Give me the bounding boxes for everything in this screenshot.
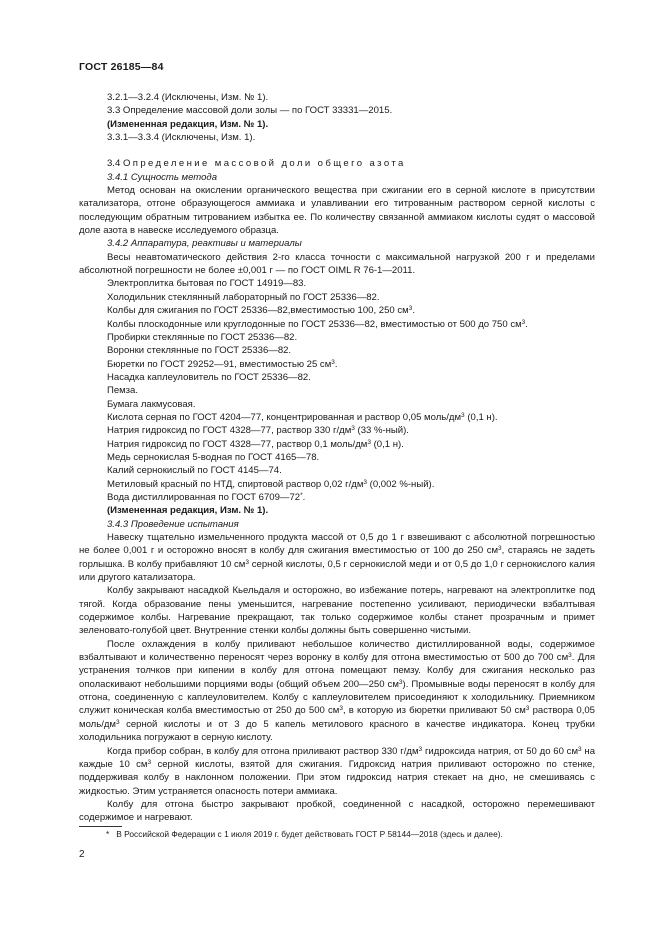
list-item: Колбы плоскодонные или круглодонные по ГОСТ 25336—82, вместимостью от 500 до 750 $см^3$. [107,318,528,330]
paragraph-3-3-1: 3.3.1—3.3.4 (Исключены, Изм. 1). [107,132,256,144]
list-item: Бумага лакмусовая. [107,398,196,410]
list-item: Натрия гидроксид по ГОСТ 4328—77, раствор 330 $г/дм^3$ (33 %-ный). [107,425,409,437]
list-item: Колбы для сжигания по ГОСТ 25336—82,вместимостью 100, 250 $см^3$. [107,305,415,317]
document-header: ГОСТ 26185—84 [79,61,164,73]
list-item: Натрия гидроксид по ГОСТ 4328—77, раствор 0,1 моль/$дм^3$ (0,1 н). [107,438,404,450]
paragraph-procedure-3: После охлаждения в колбу приливают небольшое количество дистиллированной воды, содержимое взбалтывают и количественно переносят через воронку в колбу для отгона вместимостью от 500 до 700 $см^3$. Для устранения толчков при кипении в колбу для отгона помещают пемзу. Колбу для сжигания несколько раз ополаскивают небольшими порциями воды (общий объем 200—250 $см^3$). Промывные воды переносят в колбу для отгона, соединенную с каплеуловителем. Колбу с каплеуловителем присоединяют к холодильнику. Приемником служит коническая колба вместимостью от 250 до 500 $см^3$, в которую из бюретки приливают 50 $см^3$ раствора 0,05 моль/$дм^3$ серной кислоты и от 3 до 5 капель метилового красного в качестве индикатора. Конец трубки холодильника погружают в серную кислоту. [79,638,596,744]
footnote-mark: * [106,829,110,839]
paragraph-3-2-1: 3.2.1—3.2.4 (Исключены, Изм. № 1). [107,92,269,103]
list-item: Медь сернокислая 5-водная по ГОСТ 4165—78. [107,451,320,463]
list-item: Электроплитка бытовая по ГОСТ 14919—83. [107,278,307,290]
footnote-text: В Российской Федерации с 1 июля 2019 г. будет действовать ГОСТ Р 58144—2018 (здесь и далее). [116,829,503,839]
subsection-heading-3-4-1: 3.4.1 Сущность метода [107,171,218,183]
footnote [106,829,606,840]
list-item: Кислота серная по ГОСТ 4204—77, концентрированная и раствор 0,05 моль/$дм^3$ (0,1 н). [107,411,498,423]
paragraph-scales: Весы неавтоматического действия 2-го класса точности с максимальной нагрузкой 200 г и пределами абсолютной погрешности не более ±0,001 г — по ГОСТ OIML R 76-1—2011. [79,251,595,277]
list-item: Калий сернокислый по ГОСТ 4145—74. [107,465,282,477]
list-item: Вода дистиллированная по ГОСТ 6709—72*. [107,491,306,503]
list-item: Пемза. [107,385,138,397]
list-item: Холодильник стеклянный лабораторный по ГОСТ 25336—82. [107,291,380,303]
list-item: Насадка каплеуловитель по ГОСТ 25336—82. [107,371,311,383]
paragraph-3-3: 3.3 Определение массовой доли золы — по ГОСТ 33331—2015. [107,105,393,117]
paragraph-procedure-5: Колбу для отгона быстро закрывают пробкой, соединенной с насадкой, осторожно перемешивают содержимое и нагревают. [79,798,595,824]
paragraph-method-basis: Метод основан на окислении органического вещества при сжигании его в серной кислоте в присутствии катализатора, отгоне образующегося аммиака и улавливании его титрованным раствором серной кислоты с последующим обратным титрованием избытка ее. По количеству связанной аммиаком кислоты судят о массовой доле азота в навеске исследуемого образца. [79,185,595,237]
paragraph-procedure-4: Когда прибор собран, в колбу для отгона приливают раствор 330 $г/дм^3$ гидроксида натрия, от 50 до 60 $см^3$ на каждые 10 $см^3$ серной кислоты, взятой для сжигания. Гидроксид натрия приливают осторожно по стенке, поддерживая колбу в наклонном положении. При этом гидроксид натрия стекает на дно, не смешиваясь с жидкостью. Этим устраняется опасность потери аммиака. [79,745,596,797]
paragraph-procedure-1: Навеску тщательно измельченного продукта массой от 0,5 до 1 г взвешивают с абсолютной погрешностью не более 0,001 г и осторожно вносят в колбу для сжигания вместимостью от 100 до 250 $см^3$, стараясь не задеть горлышка. В колбу прибавляют 10 $см^3$ серной кислоты, 0,5 г сернокислой меди и от 0,5 до 1,0 г сернокислого калия или другого катализатора. [79,532,595,584]
amendment-note: (Измененная редакция, Изм. № 1). [107,505,269,517]
list-item: Бюретки по ГОСТ 29252—91, вместимостью 25 $см^3$. [107,358,338,370]
list-item: Метиловый красный по НТД, спиртовой раствор 0,02 $г/дм^3$ (0,002 %-ный). [107,478,435,490]
page-number: 2 [79,849,85,860]
amendment-note: (Измененная редакция, Изм. № 1). [107,118,269,130]
subsection-heading-3-4-2: 3.4.2 Аппаратура, реактивы и материалы [107,238,302,250]
section-heading-3-4: 3.4 Определение массовой доли общего азота [107,158,406,170]
list-item: Пробирки стеклянные по ГОСТ 25336—82. [107,331,298,343]
list-item: Воронки стеклянные по ГОСТ 25336—82. [107,345,292,357]
paragraph-procedure-2: Колбу закрывают насадкой Кьельдаля и осторожно, во избежание потерь, нагревают на электроплитке под тягой. Когда образование пены уменьшится, нагревание постепенно усиливают, периодически взбалтывая содержимое колбы. Нагревание прекращают, так только содержимое колбы станет прозрачным и примет зеленовато-голубой цвет. Внутренние стенки колбы должны быть совершенно чистыми. [79,585,595,637]
footnote-divider [79,826,122,827]
subsection-heading-3-4-3: 3.4.3 Проведение испытания [107,518,239,530]
document-body [79,91,595,825]
footnote-marker: * [300,491,303,499]
